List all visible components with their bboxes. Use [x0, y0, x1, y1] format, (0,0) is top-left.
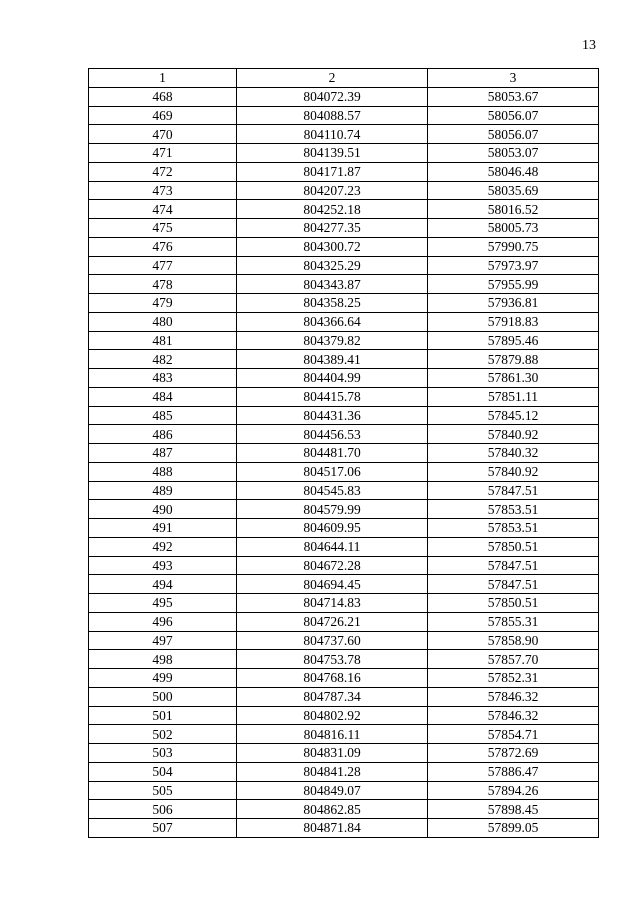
- y-coordinate-cell: 58053.67: [428, 87, 599, 106]
- y-coordinate-cell: 57850.51: [428, 594, 599, 613]
- point-number-cell: 486: [89, 425, 237, 444]
- table-row: [89, 237, 599, 256]
- x-coordinate-cell: 804358.25: [237, 294, 428, 313]
- table-row: [89, 125, 599, 144]
- x-coordinate-cell: 804831.09: [237, 744, 428, 763]
- point-number-cell: 469: [89, 106, 237, 125]
- x-coordinate-cell: 804768.16: [237, 669, 428, 688]
- y-coordinate-cell: 58056.07: [428, 106, 599, 125]
- point-number-cell: 506: [89, 800, 237, 819]
- table-row: [89, 500, 599, 519]
- x-coordinate-cell: 804072.39: [237, 87, 428, 106]
- y-coordinate-cell: 57894.26: [428, 781, 599, 800]
- y-coordinate-cell: 57936.81: [428, 294, 599, 313]
- x-coordinate-cell: 804343.87: [237, 275, 428, 294]
- point-number-cell: 468: [89, 87, 237, 106]
- y-coordinate-cell: 57955.99: [428, 275, 599, 294]
- y-coordinate-cell: 57886.47: [428, 762, 599, 781]
- y-coordinate-cell: 57846.32: [428, 687, 599, 706]
- table-row: [89, 87, 599, 106]
- table-row: [89, 369, 599, 388]
- y-coordinate-cell: 57855.31: [428, 612, 599, 631]
- y-coordinate-cell: 57854.71: [428, 725, 599, 744]
- y-coordinate-cell: 57853.51: [428, 519, 599, 538]
- table-row: [89, 331, 599, 350]
- table-row: [89, 725, 599, 744]
- y-coordinate-cell: 57851.11: [428, 387, 599, 406]
- table-row: [89, 387, 599, 406]
- point-number-cell: 505: [89, 781, 237, 800]
- y-coordinate-cell: 57840.92: [428, 425, 599, 444]
- x-coordinate-cell: 804139.51: [237, 144, 428, 163]
- table-row: [89, 275, 599, 294]
- point-number-cell: 490: [89, 500, 237, 519]
- y-coordinate-cell: 57918.83: [428, 312, 599, 331]
- x-coordinate-cell: 804609.95: [237, 519, 428, 538]
- point-number-cell: 478: [89, 275, 237, 294]
- y-coordinate-cell: 57861.30: [428, 369, 599, 388]
- y-coordinate-cell: 57840.32: [428, 444, 599, 463]
- y-coordinate-cell: 57879.88: [428, 350, 599, 369]
- x-coordinate-cell: 804841.28: [237, 762, 428, 781]
- table-row: [89, 800, 599, 819]
- y-coordinate-cell: 57846.32: [428, 706, 599, 725]
- x-coordinate-cell: 804726.21: [237, 612, 428, 631]
- y-coordinate-cell: 57990.75: [428, 237, 599, 256]
- x-coordinate-cell: 804325.29: [237, 256, 428, 275]
- point-number-cell: 497: [89, 631, 237, 650]
- y-coordinate-cell: 57898.45: [428, 800, 599, 819]
- y-coordinate-cell: 57852.31: [428, 669, 599, 688]
- x-coordinate-cell: 804277.35: [237, 219, 428, 238]
- point-number-cell: 482: [89, 350, 237, 369]
- table-row: [89, 106, 599, 125]
- y-coordinate-cell: 57872.69: [428, 744, 599, 763]
- x-coordinate-cell: 804849.07: [237, 781, 428, 800]
- point-number-cell: 494: [89, 575, 237, 594]
- x-coordinate-cell: 804672.28: [237, 556, 428, 575]
- x-coordinate-cell: 804816.11: [237, 725, 428, 744]
- x-coordinate-cell: 804737.60: [237, 631, 428, 650]
- table-row: [89, 444, 599, 463]
- x-coordinate-cell: 804389.41: [237, 350, 428, 369]
- point-number-cell: 481: [89, 331, 237, 350]
- point-number-cell: 496: [89, 612, 237, 631]
- point-number-cell: 483: [89, 369, 237, 388]
- table-header-row: [89, 69, 599, 88]
- y-coordinate-cell: 58005.73: [428, 219, 599, 238]
- table-body: [89, 87, 599, 837]
- y-coordinate-cell: 57850.51: [428, 537, 599, 556]
- table-row: [89, 650, 599, 669]
- point-number-cell: 479: [89, 294, 237, 313]
- point-number-cell: 489: [89, 481, 237, 500]
- x-coordinate-cell: 804171.87: [237, 162, 428, 181]
- y-coordinate-cell: 58053.07: [428, 144, 599, 163]
- y-coordinate-cell: 57853.51: [428, 500, 599, 519]
- column-header-2: 2: [237, 69, 428, 88]
- point-number-cell: 507: [89, 819, 237, 838]
- x-coordinate-cell: 804481.70: [237, 444, 428, 463]
- column-header-1: 1: [89, 69, 237, 88]
- page-number: 13: [582, 38, 596, 53]
- point-number-cell: 503: [89, 744, 237, 763]
- x-coordinate-cell: 804753.78: [237, 650, 428, 669]
- x-coordinate-cell: 804431.36: [237, 406, 428, 425]
- coordinates-table: [88, 68, 599, 838]
- y-coordinate-cell: 57857.70: [428, 650, 599, 669]
- table-row: [89, 819, 599, 838]
- table-row: [89, 519, 599, 538]
- point-number-cell: 472: [89, 162, 237, 181]
- table-row: [89, 294, 599, 313]
- x-coordinate-cell: 804802.92: [237, 706, 428, 725]
- x-coordinate-cell: 804110.74: [237, 125, 428, 144]
- x-coordinate-cell: 804207.23: [237, 181, 428, 200]
- table-row: [89, 350, 599, 369]
- point-number-cell: 473: [89, 181, 237, 200]
- x-coordinate-cell: 804579.99: [237, 500, 428, 519]
- table-row: [89, 481, 599, 500]
- y-coordinate-cell: 58035.69: [428, 181, 599, 200]
- y-coordinate-cell: 57840.92: [428, 462, 599, 481]
- table-row: [89, 219, 599, 238]
- point-number-cell: 488: [89, 462, 237, 481]
- point-number-cell: 484: [89, 387, 237, 406]
- point-number-cell: 500: [89, 687, 237, 706]
- table-row: [89, 687, 599, 706]
- point-number-cell: 470: [89, 125, 237, 144]
- y-coordinate-cell: 57847.51: [428, 481, 599, 500]
- table-row: [89, 200, 599, 219]
- table-row: [89, 575, 599, 594]
- point-number-cell: 471: [89, 144, 237, 163]
- x-coordinate-cell: 804787.34: [237, 687, 428, 706]
- point-number-cell: 475: [89, 219, 237, 238]
- table-row: [89, 556, 599, 575]
- x-coordinate-cell: 804252.18: [237, 200, 428, 219]
- y-coordinate-cell: 57847.51: [428, 575, 599, 594]
- point-number-cell: 493: [89, 556, 237, 575]
- point-number-cell: 477: [89, 256, 237, 275]
- x-coordinate-cell: 804644.11: [237, 537, 428, 556]
- point-number-cell: 491: [89, 519, 237, 538]
- point-number-cell: 487: [89, 444, 237, 463]
- table-row: [89, 425, 599, 444]
- point-number-cell: 492: [89, 537, 237, 556]
- x-coordinate-cell: 804714.83: [237, 594, 428, 613]
- point-number-cell: 474: [89, 200, 237, 219]
- table-row: [89, 669, 599, 688]
- point-number-cell: 501: [89, 706, 237, 725]
- y-coordinate-cell: 57899.05: [428, 819, 599, 838]
- table-row: [89, 181, 599, 200]
- y-coordinate-cell: 57858.90: [428, 631, 599, 650]
- table-row: [89, 781, 599, 800]
- x-coordinate-cell: 804415.78: [237, 387, 428, 406]
- table-row: [89, 706, 599, 725]
- y-coordinate-cell: 57973.97: [428, 256, 599, 275]
- table-row: [89, 256, 599, 275]
- point-number-cell: 495: [89, 594, 237, 613]
- point-number-cell: 504: [89, 762, 237, 781]
- table-row: [89, 312, 599, 331]
- point-number-cell: 499: [89, 669, 237, 688]
- x-coordinate-cell: 804366.64: [237, 312, 428, 331]
- y-coordinate-cell: 57895.46: [428, 331, 599, 350]
- point-number-cell: 476: [89, 237, 237, 256]
- table-row: [89, 744, 599, 763]
- table-row: [89, 594, 599, 613]
- x-coordinate-cell: 804871.84: [237, 819, 428, 838]
- point-number-cell: 498: [89, 650, 237, 669]
- table-row: [89, 144, 599, 163]
- column-header-3: 3: [428, 69, 599, 88]
- table-row: [89, 612, 599, 631]
- point-number-cell: 485: [89, 406, 237, 425]
- y-coordinate-cell: 57845.12: [428, 406, 599, 425]
- table-row: [89, 406, 599, 425]
- y-coordinate-cell: 58046.48: [428, 162, 599, 181]
- x-coordinate-cell: 804404.99: [237, 369, 428, 388]
- point-number-cell: 502: [89, 725, 237, 744]
- x-coordinate-cell: 804300.72: [237, 237, 428, 256]
- table-row: [89, 537, 599, 556]
- x-coordinate-cell: 804456.53: [237, 425, 428, 444]
- table-row: [89, 762, 599, 781]
- x-coordinate-cell: 804694.45: [237, 575, 428, 594]
- x-coordinate-cell: 804517.06: [237, 462, 428, 481]
- table-row: [89, 631, 599, 650]
- y-coordinate-cell: 58056.07: [428, 125, 599, 144]
- point-number-cell: 480: [89, 312, 237, 331]
- x-coordinate-cell: 804545.83: [237, 481, 428, 500]
- x-coordinate-cell: 804088.57: [237, 106, 428, 125]
- table-row: [89, 162, 599, 181]
- y-coordinate-cell: 57847.51: [428, 556, 599, 575]
- x-coordinate-cell: 804379.82: [237, 331, 428, 350]
- x-coordinate-cell: 804862.85: [237, 800, 428, 819]
- y-coordinate-cell: 58016.52: [428, 200, 599, 219]
- table-row: [89, 462, 599, 481]
